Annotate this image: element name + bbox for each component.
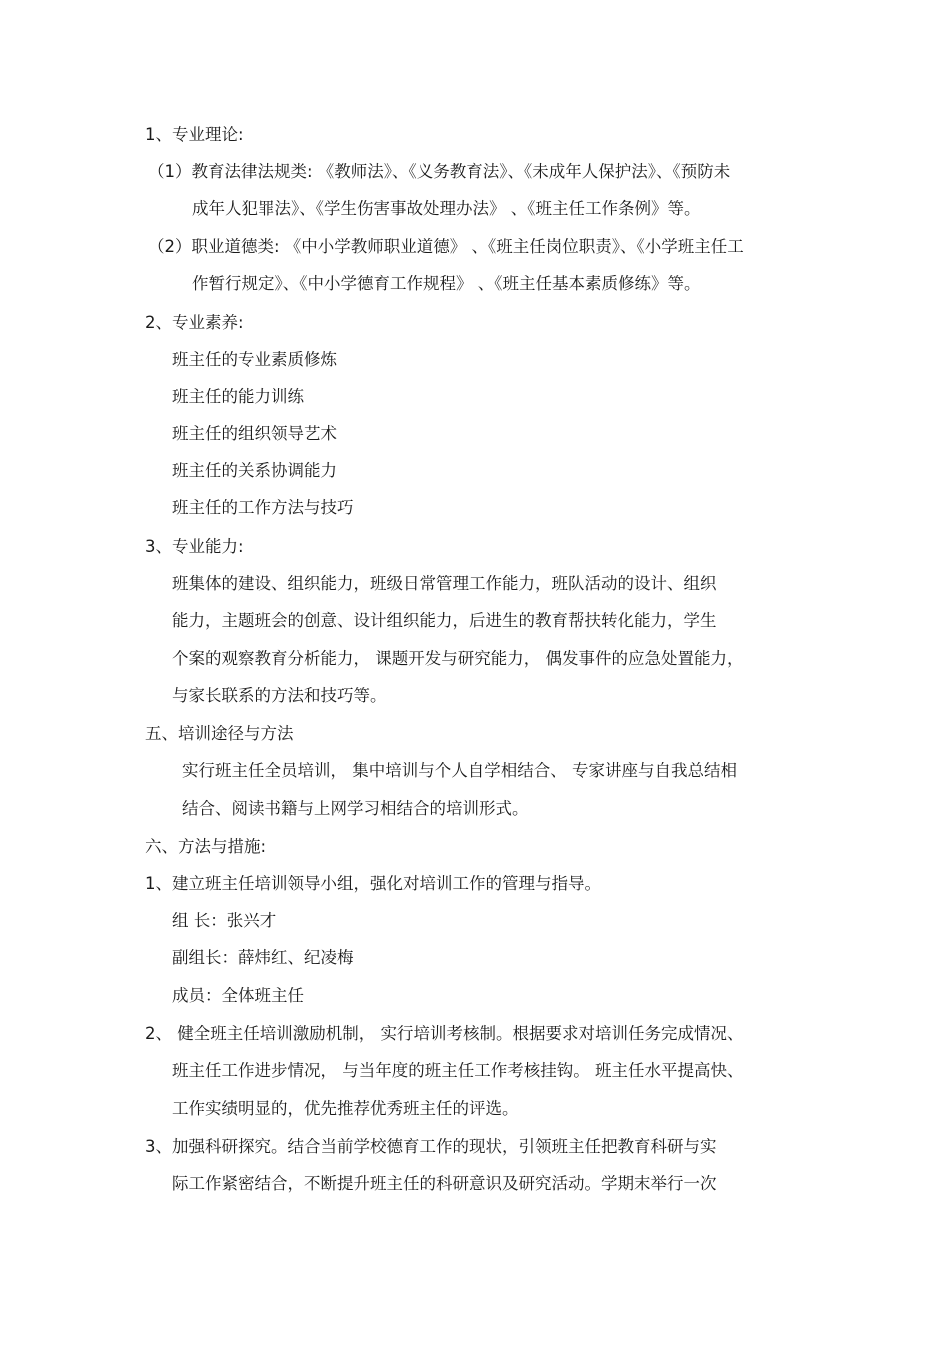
paragraph-line: 结合、阅读书籍与上网学习相结合的培训形式。 xyxy=(182,799,529,818)
heading-professional-theory: 1、专业理论: xyxy=(145,125,244,144)
paragraph-line: 班集体的建设、组织能力，班级日常管理工作能力，班队活动的设计、组织 xyxy=(172,574,717,593)
list-item: 班主任的专业素质修炼 xyxy=(172,350,337,369)
paragraph-line: 与家长联系的方法和技巧等。 xyxy=(172,686,387,705)
paragraph-line: 个案的观察教育分析能力， 课题开发与研究能力， 偶发事件的应急处置能力， xyxy=(172,649,744,668)
heading-professional-ability: 3、专业能力: xyxy=(145,537,244,556)
list-item: 班主任的能力训练 xyxy=(172,387,304,406)
section-heading-methods: 六、方法与措施: xyxy=(145,837,267,856)
paragraph-line: 工作实绩明显的，优先推荐优秀班主任的评选。 xyxy=(172,1099,519,1118)
list-item: 成员：全体班主任 xyxy=(172,986,304,1005)
paragraph-line: （2）职业道德类: 《中小学教师职业道德》 、《班主任岗位职责》、《小学班主任工 xyxy=(148,237,744,256)
section-heading-training-approach: 五、培训途径与方法 xyxy=(145,724,294,743)
list-item: 班主任的工作方法与技巧 xyxy=(172,498,354,517)
paragraph-line: 作暂行规定》、《中小学德育工作规程》 、《班主任基本素质修练》等。 xyxy=(192,274,701,293)
heading-professional-literacy: 2、专业素养: xyxy=(145,313,244,332)
paragraph-line: 2、 健全班主任培训激励机制， 实行培训考核制。根据要求对培训任务完成情况、 xyxy=(145,1024,744,1043)
paragraph-line: 成年人犯罪法》、《学生伤害事故处理办法》 、《班主任工作条例》等。 xyxy=(192,199,701,218)
paragraph-line: 能力，主题班会的创意、设计组织能力，后进生的教育帮扶转化能力，学生 xyxy=(172,611,717,630)
list-item: 班主任的组织领导艺术 xyxy=(172,424,337,443)
list-item: 副组长：薛炜红、纪凌梅 xyxy=(172,948,354,967)
paragraph-line: 3、加强科研探究。结合当前学校德育工作的现状，引领班主任把教育科研与实 xyxy=(145,1137,717,1156)
paragraph-line: 际工作紧密结合，不断提升班主任的科研意识及研究活动。学期末举行一次 xyxy=(172,1174,717,1193)
paragraph-line: 班主任工作进步情况， 与当年度的班主任工作考核挂钩。 班主任水平提高快、 xyxy=(172,1061,744,1080)
paragraph-line: 实行班主任全员培训， 集中培训与个人自学相结合、 专家讲座与自我总结相 xyxy=(182,761,737,780)
list-item: 组 长：张兴才 xyxy=(172,911,277,930)
list-item: 班主任的关系协调能力 xyxy=(172,461,337,480)
paragraph-line: （1）教育法律法规类: 《教师法》、《义务教育法》、《未成年人保护法》、《预防未 xyxy=(148,162,731,181)
paragraph-line: 1、建立班主任培训领导小组，强化对培训工作的管理与指导。 xyxy=(145,874,601,893)
